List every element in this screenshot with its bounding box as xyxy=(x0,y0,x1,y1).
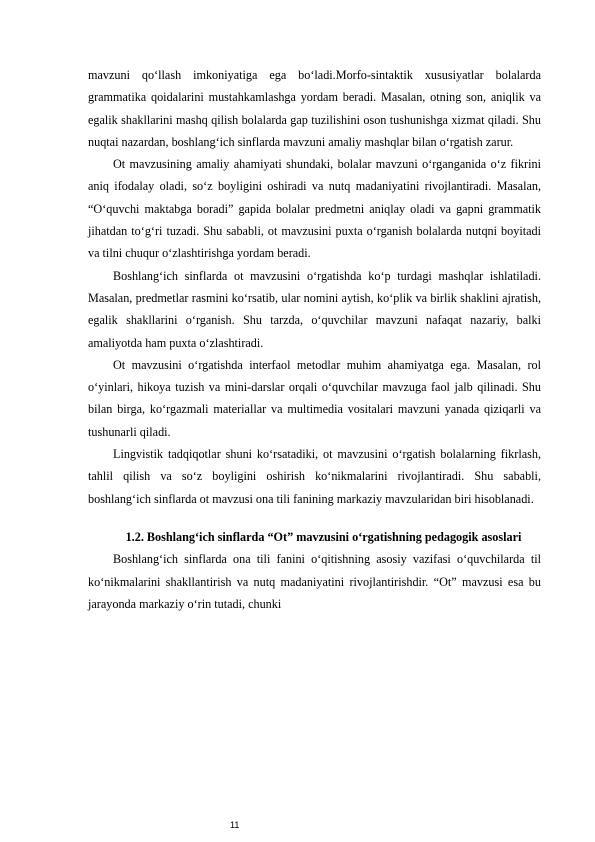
paragraph-exercises: Boshlang‘ich sinflarda ot mavzusini o‘rgatishda ko‘p turdagi mashqlar ishlatiladi. Masalan, predmetlar rasmini ko‘rsatib, ular nomini aytish, ko‘plik va birlik shaklini ajratish, egalik shakllarini o‘rganish. Shu tarzda, o‘quvchilar mavzuni nafaqat nazariy, balki amaliyotda ham puxta o‘zlashtiradi. xyxy=(88,268,541,350)
page-number: 11 xyxy=(230,820,240,830)
paragraph-continuation: mavzuni qo‘llash imkoniyatiga ega bo‘ladi.Morfo-sintaktik xususiyatlar bolalarda grammatika qoidalarini mustahkamlashga yordam beradi. Masalan, otning son, aniqlik va egalik shakllarini mashq qilish bolalarda gap tuzilishini oson tushunishga xizmat qiladi. Shu nuqtai nazardan, boshlang‘ich sinflarda mavzuni amaliy mashqlar bilan o‘rgatish zarur. xyxy=(88,68,541,149)
paragraph-section-intro: Boshlang‘ich sinflarda ona tili fanini o‘qitishning asosiy vazifasi o‘quvchilarda til ko‘nikmalarini shakllantirish va nutq madaniyatini rivojlantirishdir. “Ot” mavzusi esa bu jarayonda markaziy o‘rin tutadi, chunki xyxy=(88,552,541,611)
section-heading: 1.2. Boshlang‘ich sinflarda “Ot” mavzusini o‘rgatishning pedagogik asoslari xyxy=(125,529,522,544)
document-page xyxy=(88,64,541,615)
paragraph-practical-importance: Ot mavzusining amaliy ahamiyati shundaki, bolalar mavzuni o‘rganganida o‘z fikrini aniq ifodalay oladi, so‘z boyligini oshiradi va nutq madaniyatini rivojlantiradi. Masalan, “O‘quvchi maktabga boradi” gapida bolalar predmetni aniqlay oladi va gapni grammatik jihatdan to‘g‘ri tuzadi. Shu sababli, ot mavzusini puxta o‘rganish bolalarda nutqni boyitadi va tilni chuqur o‘zlashtirishga yordam beradi. xyxy=(88,157,541,261)
paragraph-linguistic-research: Lingvistik tadqiqotlar shuni ko‘rsatadiki, ot mavzusini o‘rgatish bolalarning fikrlash, tahlil qilish va so‘z boyligini oshirish ko‘nikmalarini rivojlantiradi. Shu sababli, boshlang‘ich sinflarda ot mavzusi ona tili fanining markaziy mavzularidan biri hisoblanadi. xyxy=(88,447,541,506)
paragraph-interactive-methods: Ot mavzusini o‘rgatishda interfaol metodlar muhim ahamiyatga ega. Masalan, rol o‘yinlari, hikoya tuzish va mini-darslar orqali o‘quvchilar mavzuga faol jalb qilinadi. Shu bilan birga, ko‘rgazmali materiallar va multimedia vositalari mavzuni yanada qiziqarli va tushunarli qiladi. xyxy=(88,357,541,439)
